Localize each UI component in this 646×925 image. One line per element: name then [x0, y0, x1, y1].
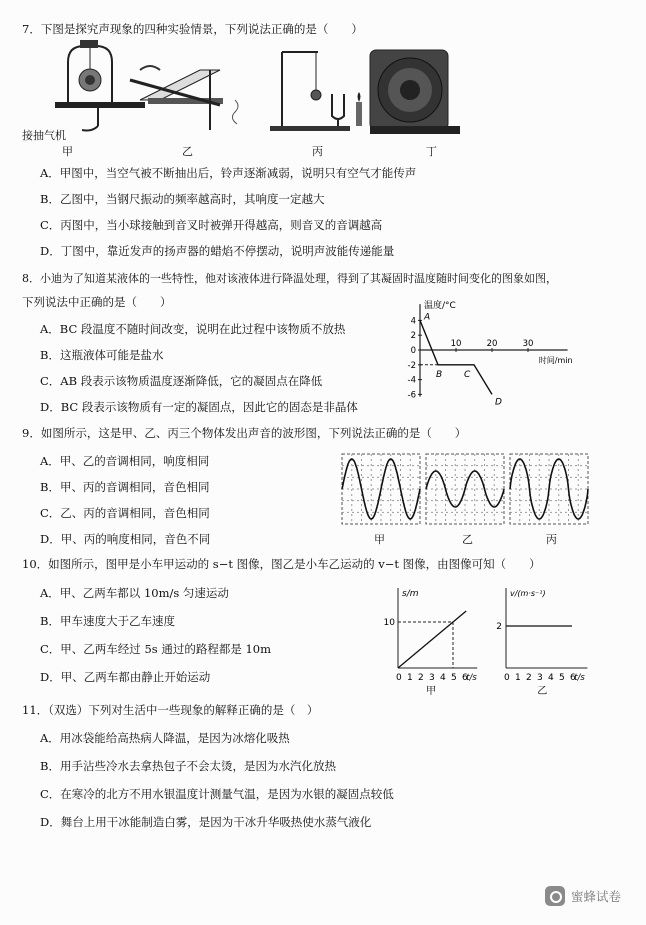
point-label-b: B	[436, 369, 443, 380]
x-tick-label: 3	[429, 673, 435, 683]
x-axis-label: 时间/min	[538, 356, 573, 365]
x-tick-label: 5	[559, 673, 565, 683]
q11-option-d: D．舞台上用干冰能制造白雾，是因为干冰升华吸热使水蒸气液化	[40, 815, 372, 829]
q7-pump-label: 接抽气机	[22, 129, 66, 142]
loudspeaker-illustration	[356, 50, 460, 134]
q9-stem: 9．如图所示，这是甲、乙、丙三个物体发出声音的波形图，下列说法正确的是（ ）	[22, 426, 467, 440]
y-tick-label: 10	[383, 618, 395, 628]
x-tick-label: 4	[548, 673, 554, 683]
x-tick-label: 3	[537, 673, 543, 683]
q11-option-b: B．用手沾些冷水去拿热包子不会太烫，是因为水汽化放热	[40, 759, 336, 773]
q9-option-d: D．甲、丙的响度相同，音色不同	[40, 532, 211, 546]
q8-option-b: B．这瓶液体可能是盐水	[40, 348, 164, 362]
y-tick-label: 4	[410, 316, 416, 327]
point-label-c: C	[464, 369, 471, 380]
q7-label-jia: 甲	[62, 145, 73, 158]
q10-option-a: A．甲、乙两车都以 10m/s 匀速运动	[40, 586, 229, 600]
chart-title: 甲	[426, 686, 436, 697]
q9-label-jia: 甲	[374, 533, 385, 546]
temperature-curve	[420, 320, 492, 394]
point-label-a: A	[424, 312, 431, 323]
watermark-text: 蜜蜂试卷	[571, 889, 622, 904]
y-axis-label: v/(m·s⁻¹)	[510, 589, 546, 598]
x-tick-label: 0	[504, 673, 510, 683]
watermark	[545, 886, 621, 906]
temperature-time-chart	[398, 284, 578, 416]
q7-option-a: A．甲图中，当空气被不断抽出后，铃声逐渐减弱，说明只有空气才能传声	[40, 166, 417, 180]
y-tick-label: -2	[407, 360, 416, 371]
x-tick-label: 30	[522, 339, 534, 349]
x-tick-label: 2	[526, 673, 532, 683]
q11-option-a: A．用冰袋能给高热病人降温，是因为冰熔化吸热	[40, 731, 290, 745]
bell-jar-illustration	[55, 40, 145, 131]
q8-stem-line2: 下列说法中正确的是（ ）	[22, 295, 172, 309]
x-tick-label: 1	[407, 673, 413, 683]
x-tick-label: 2	[418, 673, 424, 683]
x-tick-label: 5	[451, 673, 457, 683]
x-tick-label: 10	[450, 339, 462, 349]
x-tick-label: 6	[462, 673, 468, 683]
q7-option-b: B．乙图中，当钢尺振动的频率越高时，其响度一定越大	[40, 192, 325, 206]
q8-option-d: D．BC 段表示该物质有一定的凝固点，因此它的固态是非晶体	[40, 400, 358, 414]
q7-option-d: D．丁图中，靠近发声的扬声器的蜡焰不停摆动，说明声波能传递能量	[40, 244, 395, 258]
q7-stem: 7．下图是探究声现象的四种实验情景，下列说法正确的是（ ）	[22, 22, 363, 36]
x-tick-label: 20	[486, 339, 498, 349]
waveform-figure	[338, 450, 598, 530]
x-tick-label: 1	[515, 673, 521, 683]
ruler-table-illustration	[130, 66, 238, 130]
q9-option-c: C．乙、丙的音调相同，音色相同	[40, 506, 210, 520]
q9-label-bing: 丙	[546, 533, 557, 546]
q11-stem: 11．（双选）下列对生活中一些现象的解释正确的是（ ）	[22, 703, 319, 717]
q9-option-a: A．甲、乙的音调相同，响度相同	[40, 454, 210, 468]
point-label-d: D	[495, 397, 502, 408]
x-tick-label: 4	[440, 673, 446, 683]
bee-logo-icon	[545, 886, 565, 906]
q7-label-bing: 丙	[312, 145, 323, 158]
q9-label-yi: 乙	[462, 533, 473, 546]
s-t-chart	[376, 580, 496, 700]
y-axis-label: 温度/°C	[424, 301, 456, 312]
q7-experiment-figures	[20, 40, 460, 150]
chart-title: 乙	[537, 686, 548, 697]
q10-option-b: B．甲车速度大于乙车速度	[40, 614, 175, 628]
q10-option-d: D．甲、乙两车都由静止开始运动	[40, 670, 211, 684]
q8-option-a: A．BC 段温度不随时间改变，说明在此过程中该物质不放热	[40, 322, 346, 336]
q7-option-c: C．丙图中，当小球接触到音叉时被弹开得越高，则音叉的音调越高	[40, 218, 383, 232]
y-tick-label: -6	[407, 390, 416, 401]
distance-line	[398, 611, 466, 668]
y-tick-label: -4	[407, 375, 416, 386]
q9-option-b: B．甲、丙的音调相同，音色相同	[40, 480, 210, 494]
y-tick-label: 2	[410, 331, 416, 342]
x-tick-label: 6	[570, 673, 576, 683]
q10-option-c: C．甲、乙两车经过 5s 通过的路程都是 10m	[40, 642, 272, 656]
y-tick-label: 0	[410, 346, 416, 356]
q7-label-ding: 丁	[426, 145, 437, 158]
tuning-fork-illustration	[270, 52, 350, 131]
q8-option-c: C．AB 段表示该物质温度逐渐降低，它的凝固点在降低	[40, 374, 323, 388]
x-axis-label: t/s	[466, 673, 477, 683]
q10-stem: 10．如图所示，图甲是小车甲运动的 s−t 图像，图乙是小车乙运动的 v−t 图像，由图像可知（ ）	[22, 557, 541, 571]
y-axis-label: s/m	[402, 589, 419, 599]
q8-stem-line1: 8．小迪为了知道某液体的一些特性，他对该液体进行降温处理，得到了其凝固时温度随时间变化的图象如图，	[22, 272, 557, 285]
q11-option-c: C．在寒冷的北方不用水银温度计测量气温，是因为水银的凝固点较低	[40, 787, 394, 801]
y-tick-label: 2	[496, 622, 502, 632]
x-axis-label: t/s	[574, 673, 585, 683]
v-t-chart	[494, 580, 604, 700]
x-tick-label: 0	[396, 673, 402, 683]
q7-label-yi: 乙	[182, 145, 193, 158]
